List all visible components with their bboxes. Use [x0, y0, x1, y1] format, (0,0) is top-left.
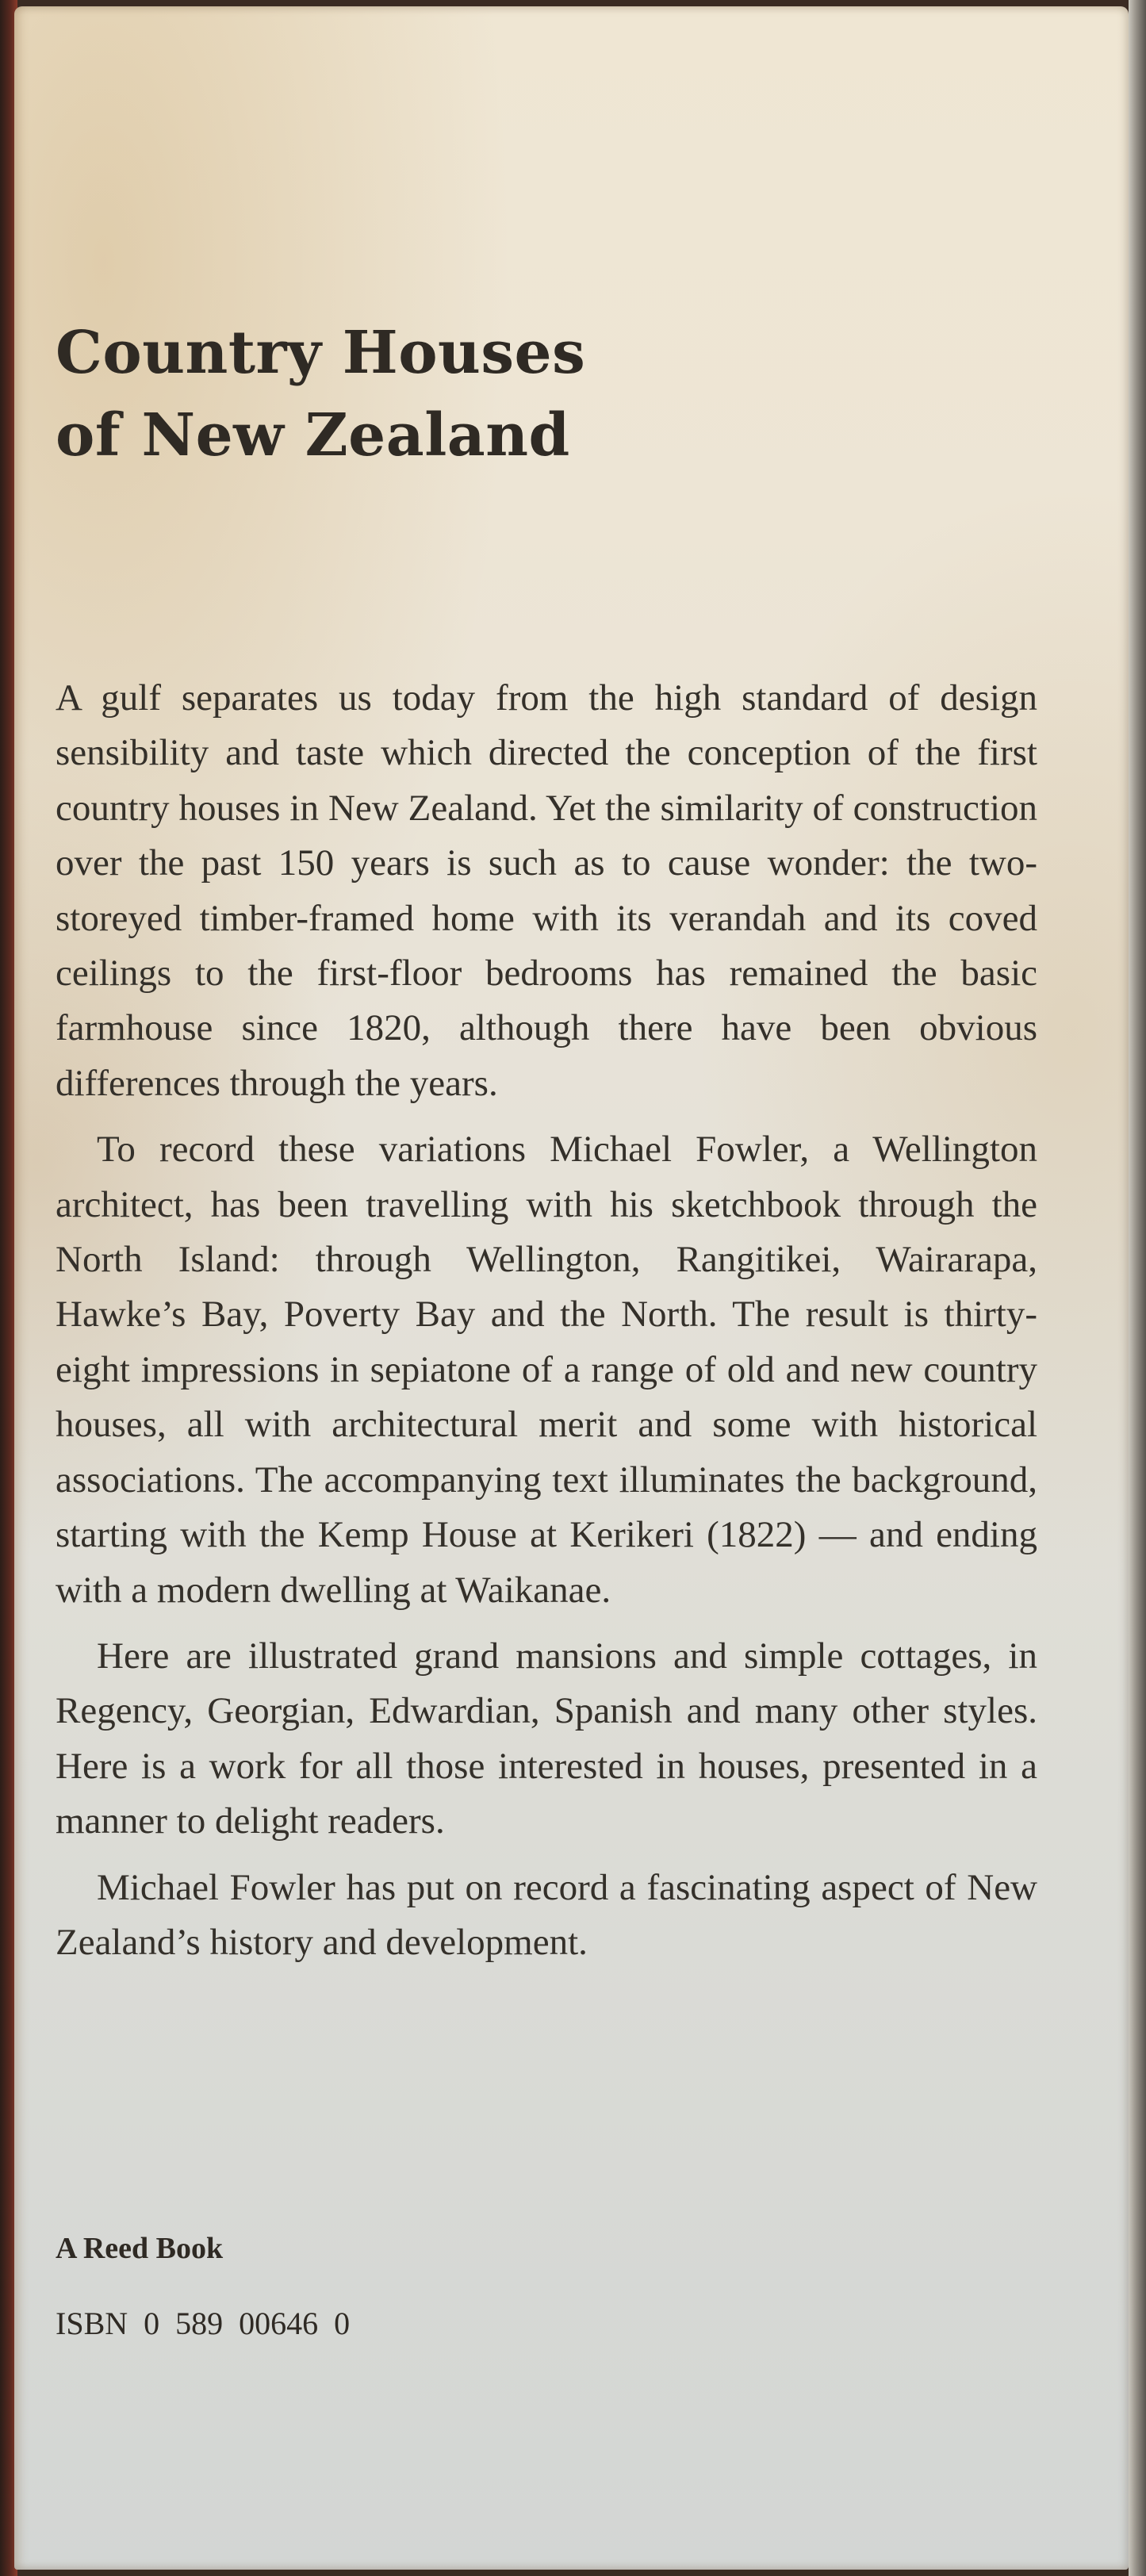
- blurb-paragraph-2: To record these variations Michael Fowler, a Wellington architect, has been travelling with his sketchbook through the North Island: through Wellington, Rangitikei, Wairarapa, Hawke’s Bay, Poverty Bay and the North. The result is thirty-eight impressions in sepiatone of a range of old and new country houses, all with architectural merit and some with historical associations. The accompanying text illuminates the background, starting with the Kemp House at Kerikeri (1822) — and ending with a modern dwelling at Waikanae.: [56, 1129, 1037, 1611]
- blurb-paragraph-1: A gulf separates us today from the high standard of design sensibility and taste which directed the conception of the first country houses in New Zealand. Yet the similarity of construction over the past 150 years is such as to cause wonder: the two-storeyed timber-framed home with its verandah and its coved ceilings to the first-floor bedrooms has remained the basic farmhouse since 1820, although there have been obvious differences through the years.: [56, 677, 1037, 1104]
- book-jacket-flap: [14, 6, 1129, 2570]
- publisher-label: A Reed Book: [56, 2232, 224, 2265]
- blurb-text: [56, 671, 1037, 1970]
- isbn-number: ISBN 0 589 00646 0: [56, 2306, 351, 2341]
- right-background-edge: [1129, 0, 1146, 2576]
- book-title-line-1: Country Houses: [56, 319, 586, 387]
- book-title-line-2: of New Zealand: [56, 401, 570, 470]
- blurb-paragraph-3: Here are illustrated grand mansions and simple cottages, in Regency, Georgian, Edwardian, Spanish and many other styles. Here is a work for all those interested in houses, presented in a manner to delight readers.: [56, 1635, 1037, 1842]
- book-title: [56, 312, 585, 477]
- blurb-paragraph-4: Michael Fowler has put on record a fascinating aspect of New Zealand’s history and development.: [56, 1866, 1037, 1963]
